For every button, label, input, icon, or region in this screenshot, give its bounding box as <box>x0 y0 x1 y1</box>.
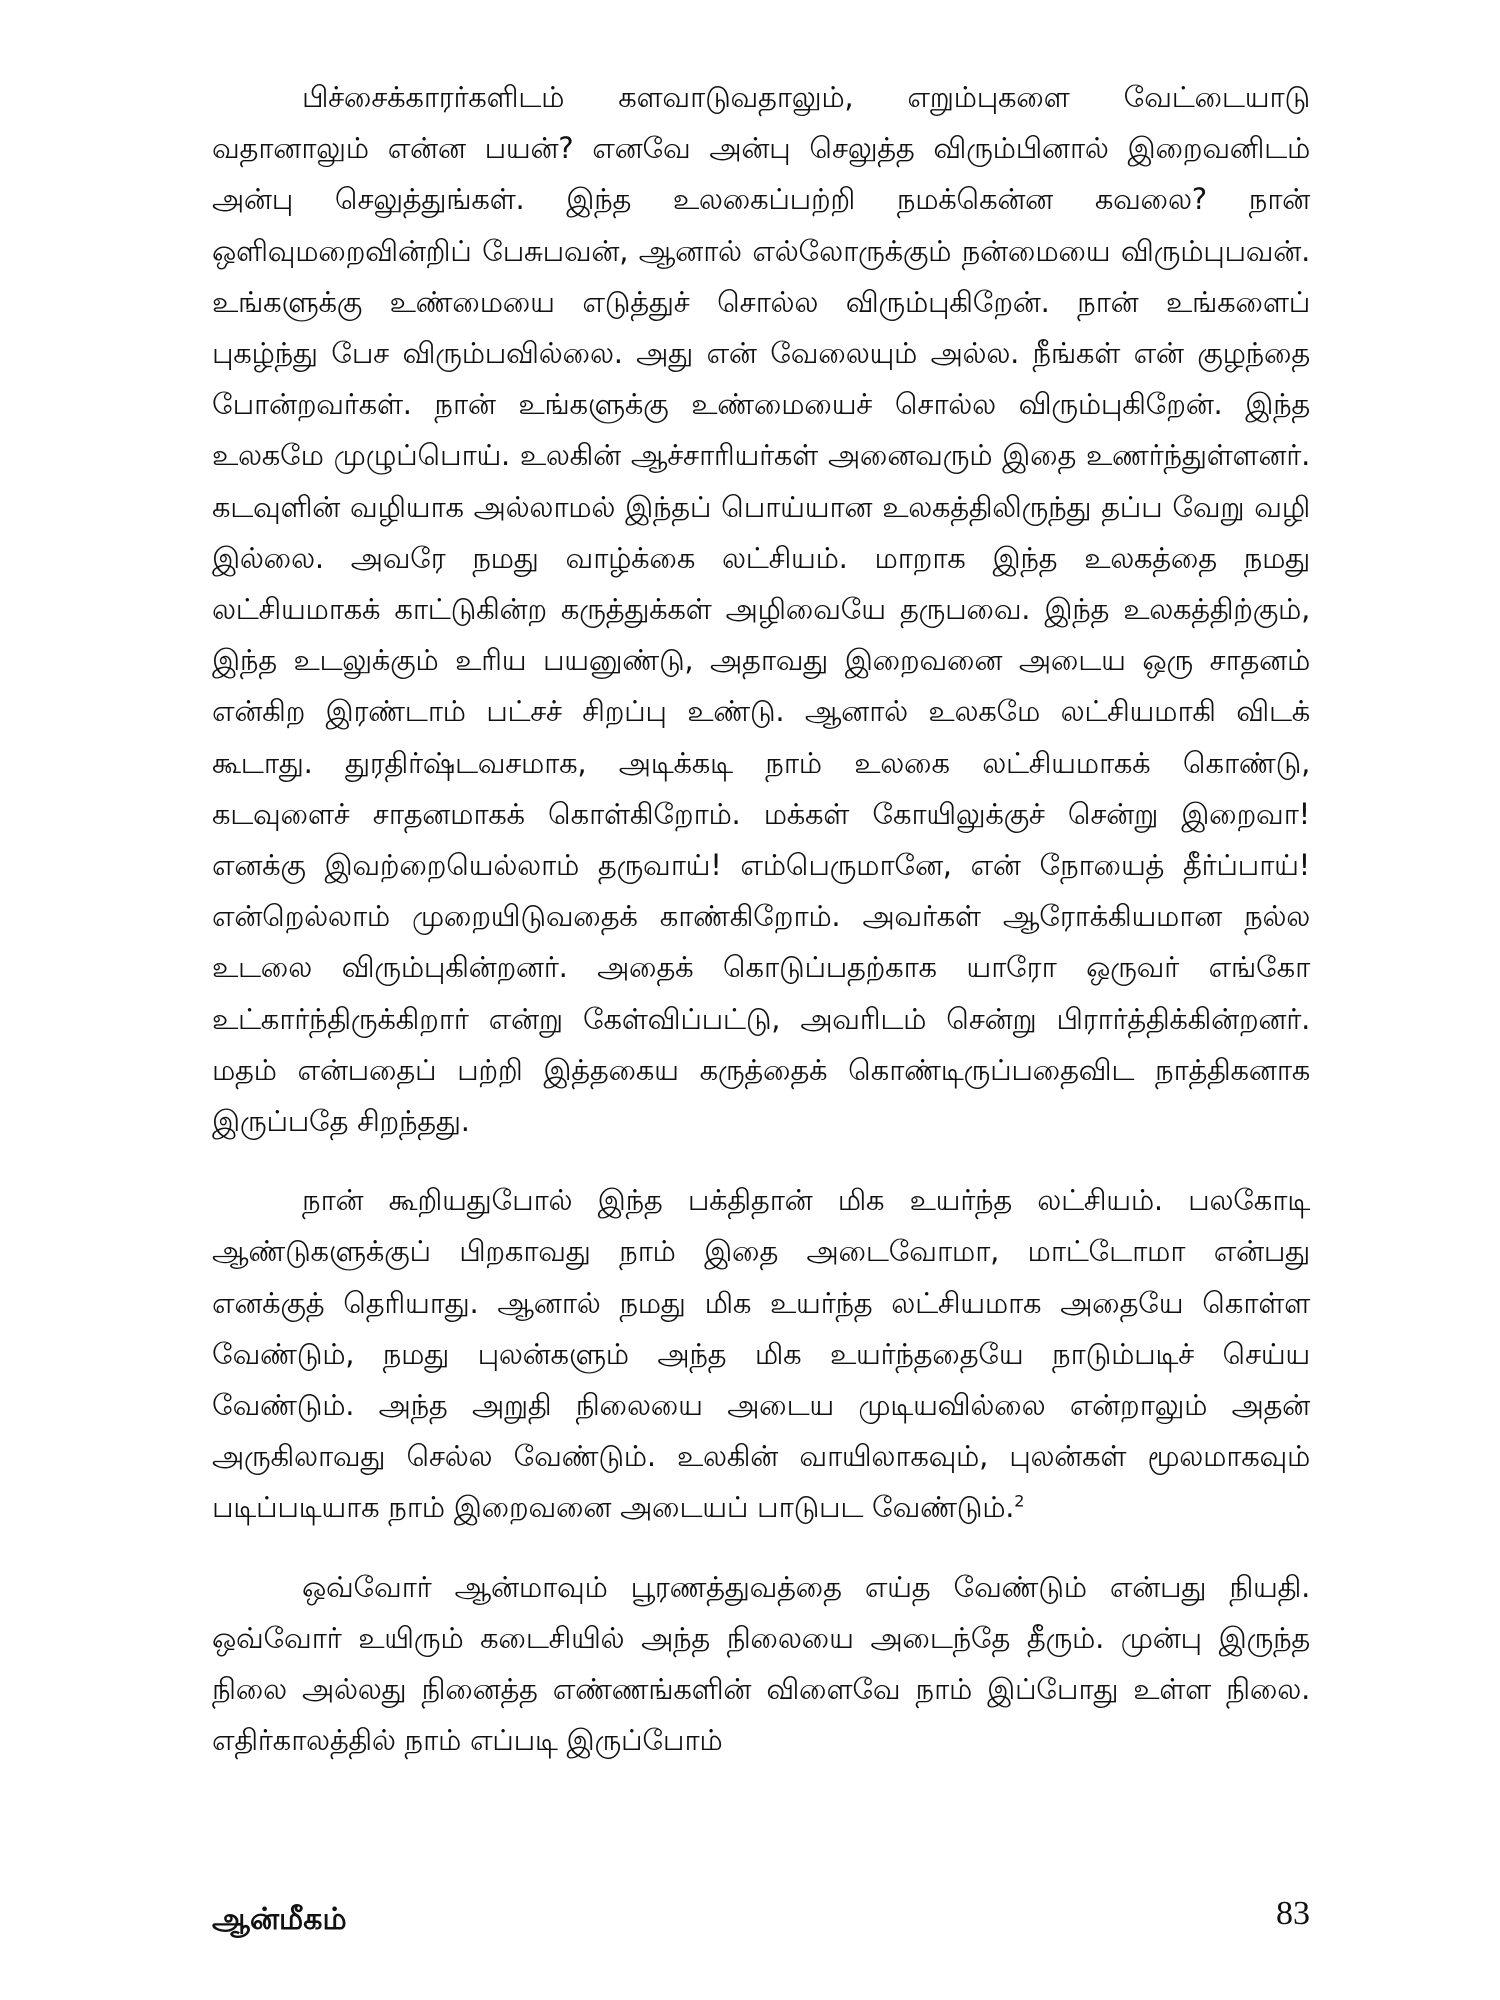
body-text <box>212 72 1310 1767</box>
paragraph-2 <box>212 1175 1310 1533</box>
book-title: ஆன்மீகம் <box>212 1902 347 1937</box>
paragraph-1: பிச்சைக்காரர்களிடம் களவாடுவதாலும், எறும்புகளை வேட்டையாடு வதானாலும் என்ன பயன்? எனவே அன்பு செலுத்த விரும்பினால் இறைவனிடம் அன்பு செலுத்துங்கள். இந்த உலகைப்பற்றி நமக்கென்ன கவலை? நான் ஒளிவுமறைவின்றிப் பேசுபவன், ஆனால் எல்லோருக்கும் நன்மையை விரும்புபவன். உங்களுக்கு உண்மையை எடுத்துச் சொல்ல விரும்புகிறேன். நான் உங்களைப் புகழ்ந்து பேச விரும்பவில்லை. அது என் வேலையும் அல்ல. நீங்கள் என் குழந்தை போன்றவர்கள். நான் உங்களுக்கு உண்மையைச் சொல்ல விரும்புகிறேன். இந்த உலகமே முழுப்பொய். உலகின் ஆச்சாரியர்கள் அனைவரும் இதை உணர்ந்துள்ளனர். கடவுளின் வழியாக அல்லாமல் இந்தப் பொய்யான உலகத்திலிருந்து தப்ப வேறு வழி இல்லை. அவரே நமது வாழ்க்கை லட்சியம். மாறாக இந்த உலகத்தை நமது லட்சியமாகக் காட்டுகின்ற கருத்துக்கள் அழிவையே தருபவை. இந்த உலகத்திற்கும், இந்த உடலுக்கும் உரிய பயனுண்டு, அதாவது இறைவனை அடைய ஒரு சாதனம் என்கிற இரண்டாம் பட்சச் சிறப்பு உண்டு. ஆனால் உலகமே லட்சியமாகி விடக் கூடாது. துரதிர்ஷ்டவசமாக, அடிக்கடி நாம் உலகை லட்சியமாகக் கொண்டு, கடவுளைச் சாதனமாகக் கொள்கிறோம். மக்கள் கோயிலுக்குச் சென்று இறைவா! எனக்கு இவற்றையெல்லாம் தருவாய்! எம்பெருமானே, என் நோயைத் தீர்ப்பாய்! என்றெல்லாம் முறையிடுவதைக் காண்கிறோம். அவர்கள் ஆரோக்கியமான நல்ல உடலை விரும்புகின்றனர். அதைக் கொடுப்பதற்காக யாரோ ஒருவர் எங்கோ உட்கார்ந்திருக்கிறார் என்று கேள்விப்பட்டு, அவரிடம் சென்று பிரார்த்திக்கின்றனர். மதம் என்பதைப் பற்றி இத்தகைய கருத்தைக் கொண்டிருப்பதைவிட நாத்திகனாக இருப்பதே சிறந்தது. <box>212 80 1310 1139</box>
paragraph-3: ஒவ்வோர் ஆன்மாவும் பூரணத்துவத்தை எய்த வேண்டும் என்பது நியதி. ஒவ்வோர் உயிரும் கடைசியில் அந்த நிலையை அடைந்தே தீரும். முன்பு இருந்த நிலை அல்லது நினைத்த எண்ணங்களின் விளைவே நாம் இப்போது உள்ள நிலை. எதிர்காலத்தில் நாம் எப்படி இருப்போம் <box>212 1569 1310 1758</box>
page-number: 83 <box>1276 1895 1310 1932</box>
footnote-marker: 2 <box>1014 1491 1025 1511</box>
paragraph-2-text: நான் கூறியதுபோல் இந்த பக்திதான் மிக உயர்ந்த லட்சியம். பலகோடி ஆண்டுகளுக்குப் பிறகாவது நாம் இதை அடைவோமா, மாட்டோமா என்பது எனக்குத் தெரியாது. ஆனால் நமது மிக உயர்ந்த லட்சியமாக அதையே கொள்ள வேண்டும், நமது புலன்களும் அந்த மிக உயர்ந்ததையே நாடும்படிச் செய்ய வேண்டும். அந்த அறுதி நிலையை அடைய முடியவில்லை என்றாலும் அதன் அருகிலாவது செல்ல வேண்டும். உலகின் வாயிலாகவும், புலன்கள் மூலமாகவும் படிப்படியாக நாம் இறைவனை அடையப் பாடுபட வேண்டும். <box>212 1183 1310 1525</box>
